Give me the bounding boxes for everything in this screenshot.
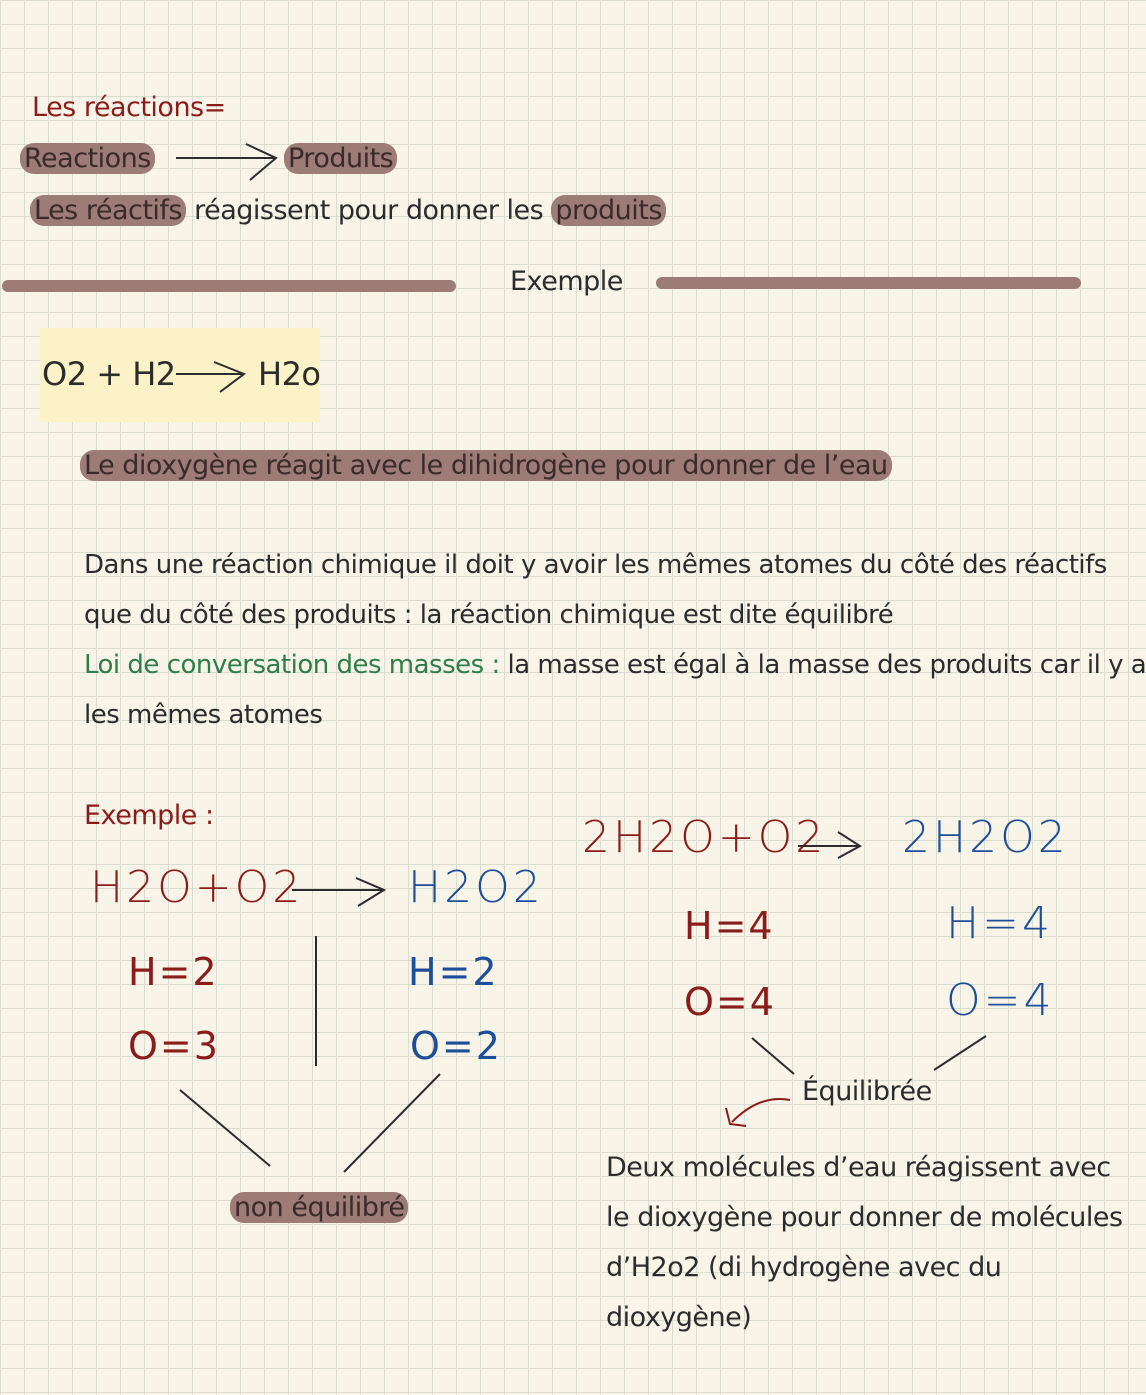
reactions-highlight: Reactions [20,143,155,174]
example2-left-o: O=3 [128,1024,220,1068]
reactifs-middle: réagissent pour donner les [186,195,552,226]
explanation-line-4: dioxygène) [606,1302,752,1333]
example3-arrow-icon [798,832,860,858]
example3-right-o: O=4 [946,975,1055,1026]
curved-arrow-icon [726,1099,790,1126]
example1-sentence-highlight: Le dioxygène réagit avec le dihidrogène pour donner de l’eau [80,450,892,481]
produits-word-highlight: produits [551,195,666,226]
example2-label: Exemple : [84,800,214,831]
example3-left-h: H=4 [684,904,775,948]
example1-arrow-icon [176,362,244,392]
example3-reactants: 2H2O+O2 [582,812,827,863]
paragraph-line-4: les mêmes atomes [84,700,323,730]
example2-right-h: H=2 [408,950,499,994]
example2-product: H2O2 [408,862,544,913]
paragraph-line-1: Dans une réaction chimique il doit y avoir les mêmes atomes du côté des réactifs [84,550,1107,580]
header-arrow-icon [176,144,276,180]
paragraph-line-2: que du côté des produits : la réaction chimique est dite équilibré [84,600,894,630]
produits-highlight: Produits [284,143,397,174]
page-title: Les réactions= [32,92,226,123]
example3-left-diagonal [752,1038,794,1074]
example2-left-h: H=2 [128,950,219,994]
example2-left-diagonal [180,1090,270,1166]
divider-label: Exemple [510,266,623,297]
example2-right-diagonal [344,1074,440,1172]
non-equilibre-highlight: non équilibré [230,1192,408,1223]
law-label: Loi de conversation des masses : [84,650,500,680]
reactifs-highlight: Les réactifs [30,195,186,226]
explanation-line-2: le dioxygène pour donner de molécules [606,1202,1123,1233]
example2-arrow-icon [292,878,384,906]
equation-reactants: O2 + H2 [42,355,176,393]
example3-verdict: Équilibrée [802,1076,932,1107]
equation-product: H2o [258,355,321,393]
explanation-line-3: d’H2o2 (di hydrogène avec du [606,1252,1002,1283]
law-text: la masse est égal à la masse des produits car il y a [499,650,1146,680]
example2-right-o: O=2 [410,1024,502,1068]
example3-left-o: O=4 [684,980,776,1024]
explanation-line-1: Deux molécules d’eau réagissent avec [606,1152,1111,1183]
example3-right-diagonal [934,1036,986,1070]
example2-reactants: H2O+O2 [90,862,304,913]
example3-product: 2H2O2 [902,812,1069,863]
example3-right-h: H=4 [946,898,1053,949]
